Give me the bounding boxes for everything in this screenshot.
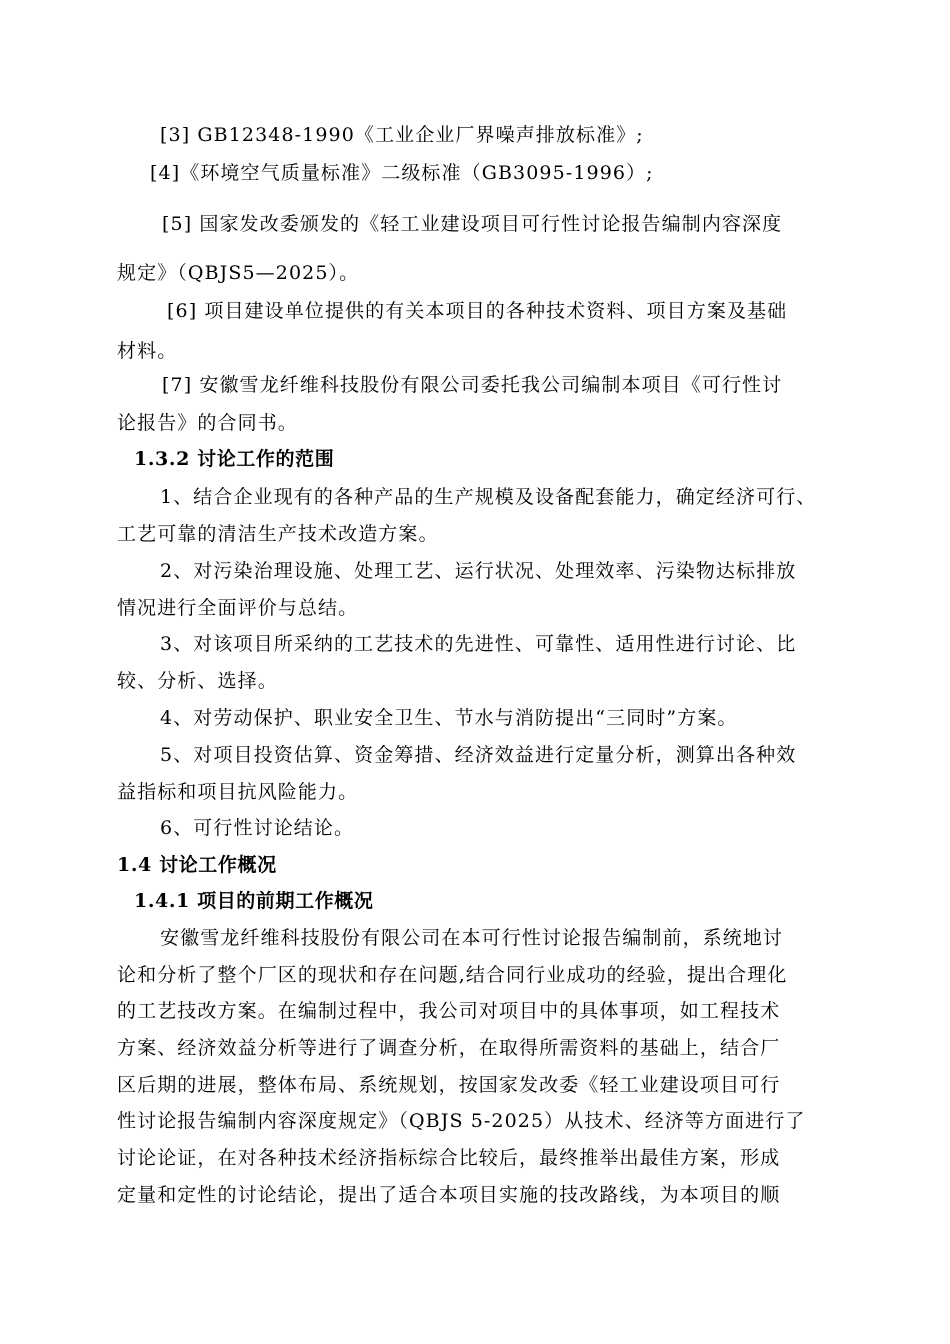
scope-item-2-line-2: 情况进行全面评价与总结。 bbox=[117, 597, 359, 619]
reference-6-line-2: 材料。 bbox=[117, 340, 178, 362]
section-heading-1-3-2: 1.3.2 讨论工作的范围 bbox=[134, 448, 335, 470]
reference-4: [4]《环境空气质量标准》二级标准（GB3095-1996）; bbox=[150, 162, 654, 184]
overview-paragraph-line-7: 讨论论证，在对各种技术经济指标综合比较后，最终推举出最佳方案，形成 bbox=[117, 1147, 781, 1169]
reference-7-line-2: 论报告》的合同书。 bbox=[117, 412, 298, 434]
scope-item-1-line-2: 工艺可靠的清洁生产技术改造方案。 bbox=[117, 523, 439, 545]
section-heading-1-4-1: 1.4.1 项目的前期工作概况 bbox=[134, 890, 374, 912]
overview-paragraph-line-5: 区后期的进展，整体布局、系统规划，按国家发改委《轻工业建设项目可行 bbox=[117, 1074, 781, 1096]
reference-3: [3] GB12348-1990《工业企业厂界噪声排放标准》; bbox=[160, 124, 644, 146]
scope-item-2-line-1: 2、对污染治理设施、处理工艺、运行状况、处理效率、污染物达标排放 bbox=[160, 560, 797, 582]
reference-5-line-1: [5] 国家发改委颁发的《轻工业建设项目可行性讨论报告编制内容深度 bbox=[162, 213, 783, 235]
scope-item-3-line-2: 较、分析、选择。 bbox=[117, 670, 278, 692]
reference-5-line-2: 规定》（QBJS5—2025）。 bbox=[117, 262, 360, 284]
scope-item-3-line-1: 3、对该项目所采纳的工艺技术的先进性、可靠性、适用性进行讨论、比 bbox=[160, 633, 797, 655]
scope-item-1-line-1: 1、结合企业现有的各种产品的生产规模及设备配套能力，确定经济可行、 bbox=[160, 486, 817, 508]
reference-7-line-1: [7] 安徽雪龙纤维科技股份有限公司委托我公司编制本项目《可行性讨 bbox=[162, 374, 783, 396]
overview-paragraph-line-2: 论和分析了整个厂区的现状和存在问题,结合同行业成功的经验，提出合理化 bbox=[117, 964, 788, 986]
overview-paragraph-line-8: 定量和定性的讨论结论，提出了适合本项目实施的技改路线，为本项目的顺 bbox=[117, 1184, 781, 1206]
overview-paragraph-line-6: 性讨论报告编制内容深度规定》（QBJS 5-2025）从技术、经济等方面进行了 bbox=[117, 1110, 806, 1132]
overview-paragraph-line-1: 安徽雪龙纤维科技股份有限公司在本可行性讨论报告编制前，系统地讨 bbox=[160, 927, 784, 949]
overview-paragraph-line-3: 的工艺技改方案。在编制过程中，我公司对项目中的具体事项，如工程技术 bbox=[117, 1000, 781, 1022]
scope-item-6: 6、可行性讨论结论。 bbox=[160, 817, 355, 839]
overview-paragraph-line-4: 方案、经济效益分析等进行了调查分析，在取得所需资料的基础上，结合厂 bbox=[117, 1037, 781, 1059]
section-heading-1-4: 1.4 讨论工作概况 bbox=[117, 854, 277, 876]
scope-item-4: 4、对劳动保护、职业安全卫生、节水与消防提出“三同时”方案。 bbox=[160, 707, 738, 729]
scope-item-5-line-2: 益指标和项目抗风险能力。 bbox=[117, 781, 359, 803]
reference-6-line-1: [6] 项目建设单位提供的有关本项目的各种技术资料、项目方案及基础 bbox=[167, 300, 788, 322]
scope-item-5-line-1: 5、对项目投资估算、资金筹措、经济效益进行定量分析，测算出各种效 bbox=[160, 744, 797, 766]
